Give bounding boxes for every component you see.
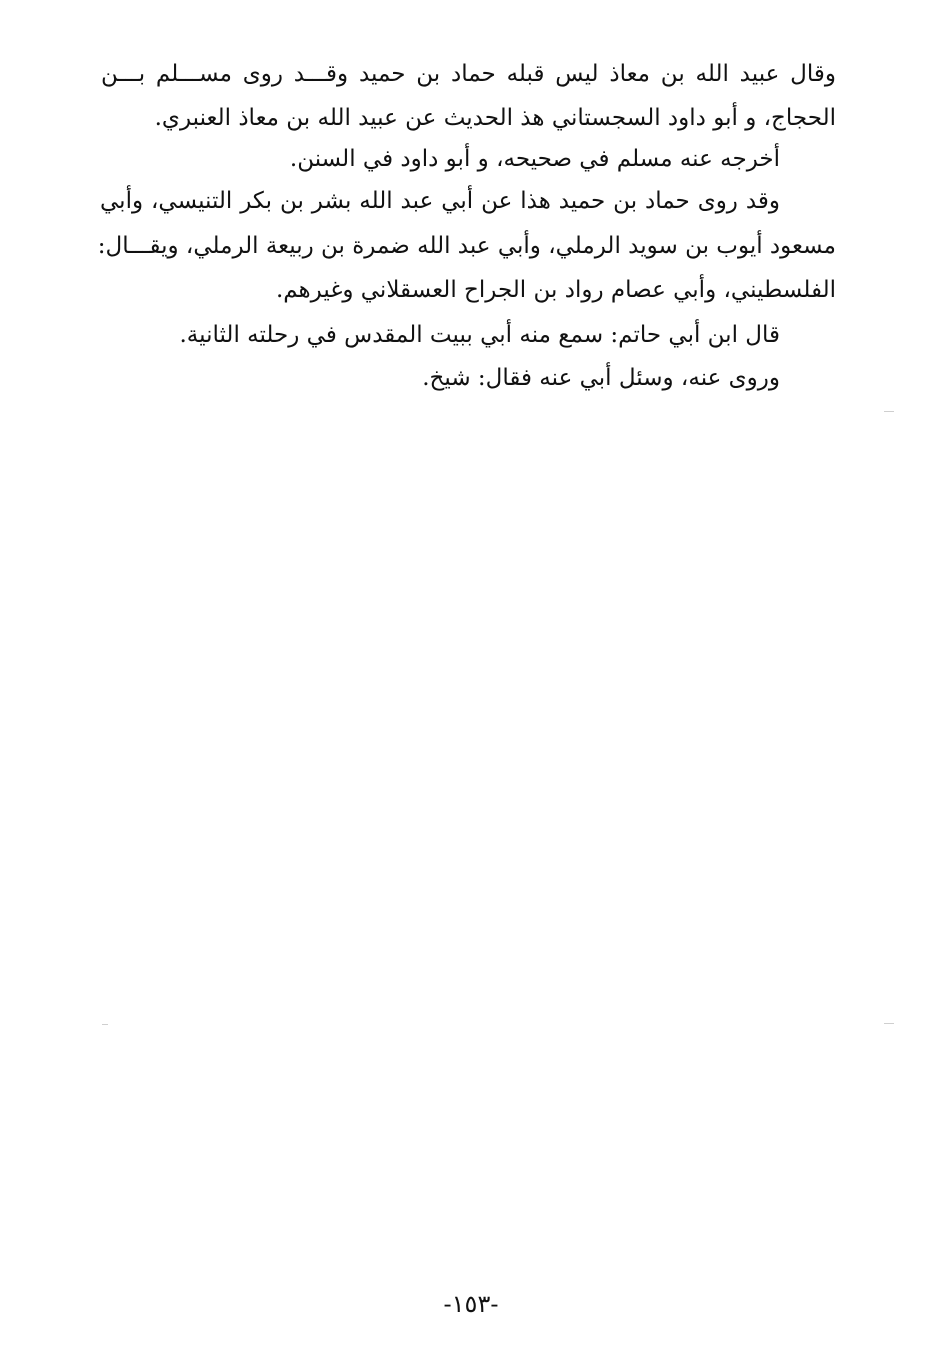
scan-speck	[884, 1023, 894, 1024]
page-number: -١٥٣-	[443, 1290, 499, 1318]
paragraph-3-line-3: الفلسطيني، وأبي عصام رواد بن الجراح العسقلاني وغيرهم.	[275, 277, 836, 303]
paragraph-3-line-1: وقد روى حماد بن حميد هذا عن أبي عبد الله بشر بن بكر التنيسي، وأبي	[100, 188, 780, 214]
scan-speck	[102, 1024, 108, 1025]
paragraph-4-line-1: قال ابن أبي حاتم: سمع منه أبي ببيت المقدس في رحلته الثانية.	[179, 322, 780, 348]
paragraph-1-line-2: الحجاج، و أبو داود السجستاني هذ الحديث عن عبيد الله بن معاذ العنبري.	[154, 105, 836, 131]
paragraph-3-line-2: مسعود أيوب بن سويد الرملي، وأبي عبد الله ضمرة بن ربيعة الرملي، ويقـــال:	[97, 233, 836, 259]
paragraph-5-line-1: وروى عنه، وسئل أبي عنه فقال: شيخ.	[422, 365, 780, 391]
paragraph-1-line-1: وقال عبيد الله بن معاذ ليس قبله حماد بن حميد وقـــد روى مســـلم بـــن	[101, 61, 836, 87]
paragraph-2-line-1: أخرجه عنه مسلم في صحيحه، و أبو داود في السنن.	[289, 146, 780, 172]
scan-speck	[884, 411, 894, 412]
